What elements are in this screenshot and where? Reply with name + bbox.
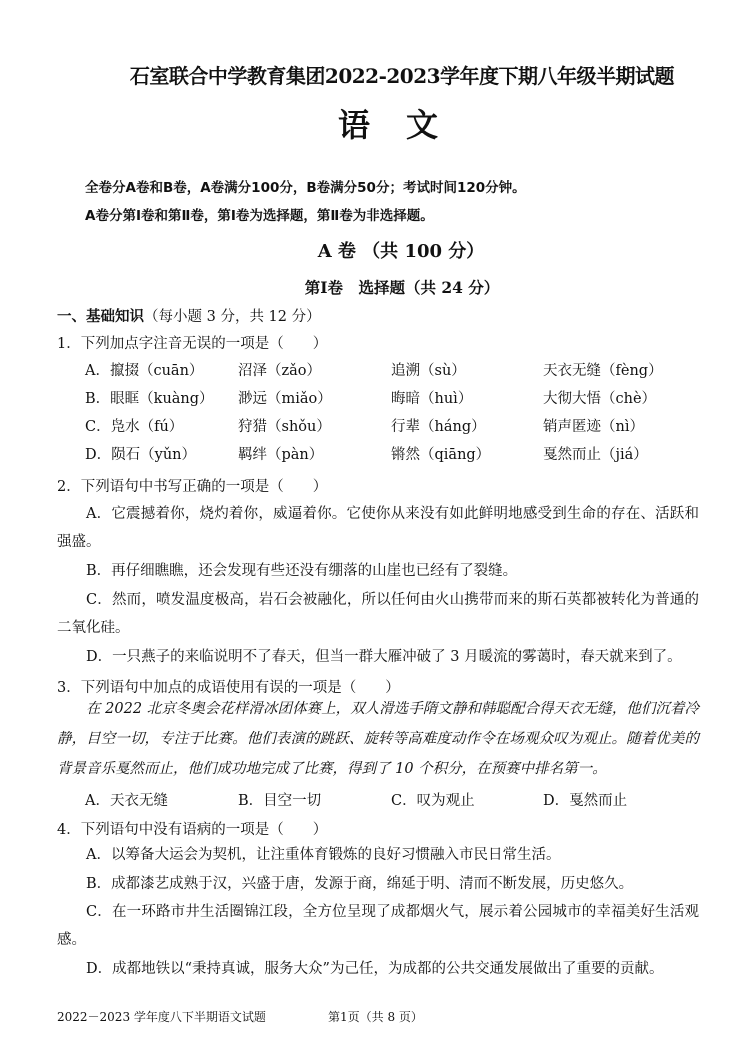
q2-option-b: B．再仔细瞧瞧，还会发现有些还没有绷落的山崖也已经有了裂缝。: [86, 563, 518, 579]
q1-row-c-col-1: C．凫水（fú）: [85, 419, 184, 435]
section-heading: [57, 305, 321, 326]
q1-row-a-col-3: 追溯（sù）: [391, 363, 466, 379]
section-heading-label: 一、基础知识: [57, 308, 144, 325]
exam-note-1: 全卷分A卷和B卷，A卷满分100分，B卷满分50分；考试时间120分钟。: [85, 180, 526, 196]
subject-title: [0, 100, 752, 146]
question-3-stem: 3．下列语句中加点的成语使用有误的一项是（ ）: [57, 680, 400, 696]
q1-row-d-col-2: 羁绊（pàn）: [238, 447, 324, 463]
footer-exam-name: 2022－2023 学年度八下半期语文试题: [57, 1010, 266, 1024]
exam-title: 石室联合中学教育集团2022-2023学年度下期八年级半期试题: [129, 64, 675, 88]
q2-option-d: D．一只燕子的来临说明不了春天，但当一群大雁冲破了 3 月暖流的雾蔼时，春天就来到了。: [86, 649, 682, 665]
q1-row-b-col-4: 大彻大悟（chè）: [543, 391, 657, 407]
q3-option-d: D．戛然而止: [543, 793, 628, 809]
q4-option-d: D．成都地铁以“秉持真诚，服务大众”为己任，为成都的公共交通发展做出了重要的贡献。: [86, 961, 664, 977]
q1-row-b-col-3: 晦暗（huì）: [391, 391, 473, 407]
footer-page-number: 第1页（共 8 页）: [328, 1010, 423, 1024]
q2-option-a: A．它震撼着你，烧灼着你，威逼着你。它使你从来没有如此鲜明地感受到生命的存在、活跃和强盛。: [57, 506, 699, 550]
q1-row-a-col-2: 沼泽（zǎo）: [238, 363, 322, 379]
q4-option-a: A．以筹备大运会为契机，让注重体育锻炼的良好习惯融入市民日常生活。: [86, 847, 561, 863]
q1-row-d-col-1: D．陨石（yǔn）: [85, 447, 196, 463]
q1-row-d-col-4: 戛然而止（jiá）: [543, 447, 648, 463]
q3-option-b: B．目空一切: [238, 793, 322, 809]
volume-title: A 卷 （共 100 分）: [317, 241, 485, 262]
q1-row-b-col-1: B．眼眶（kuàng）: [85, 391, 214, 407]
q1-row-c-col-2: 狩猎（shǒu）: [238, 419, 331, 435]
q1-row-a-col-1: A．攛掇（cuān）: [85, 363, 204, 379]
q4-option-c: C．在一环路市井生活圈锦江段，全方位呈现了成都烟火气，展示着公园城市的幸福美好生活观感。: [57, 904, 699, 948]
question-2-stem: 2．下列语句中书写正确的一项是（ ）: [57, 479, 328, 495]
q1-row-b-col-2: 渺远（miǎo）: [238, 391, 332, 407]
q3-passage: 在 2022 北京冬奥会花样滑冰团体赛上，双人滑选手隋文静和韩聪配合得天衣无缝，他们沉着冷静，目空一切，专注于比赛。他们表演的跳跃、旋转等高难度动作令在场观众叹为观止。随着优美的背景音乐戛然而止，他们成功地完成了比赛，得到了 10 个积分，在预赛中排名第一。: [57, 701, 699, 777]
q1-row-a-col-4: 天衣无缝（fèng）: [543, 363, 663, 379]
question-1-stem: 1．下列加点字注音无误的一项是（ ）: [57, 336, 328, 352]
q1-row-c-col-3: 行辈（háng）: [391, 419, 486, 435]
question-4-stem: 4．下列语句中没有语病的一项是（ ）: [57, 822, 328, 838]
q4-option-b: B．成都漆艺成熟于汉，兴盛于唐，发源于商，绵延于明、清而不断发展，历史悠久。: [86, 876, 634, 892]
q3-option-a: A．天衣无缝: [85, 793, 168, 809]
q1-row-c-col-4: 销声匿迹（nì）: [543, 419, 644, 435]
q1-row-d-col-3: 锵然（qiāng）: [391, 447, 491, 463]
subject-char-1: 语: [337, 106, 370, 144]
part-title: 第Ⅰ卷 选择题（共 24 分）: [304, 278, 500, 297]
section-heading-detail: （每小题 3 分，共 12 分）: [144, 309, 321, 325]
q3-option-c: C．叹为观止: [391, 793, 475, 809]
subject-char-2: 文: [406, 106, 439, 144]
q2-option-c: C．然而，喷发温度极高，岩石会被融化，所以任何由火山携带而来的斯石英都被转化为普通的二氧化硅。: [57, 592, 699, 636]
exam-note-2: A卷分第Ⅰ卷和第Ⅱ卷，第Ⅰ卷为选择题，第Ⅱ卷为非选择题。: [85, 208, 434, 224]
